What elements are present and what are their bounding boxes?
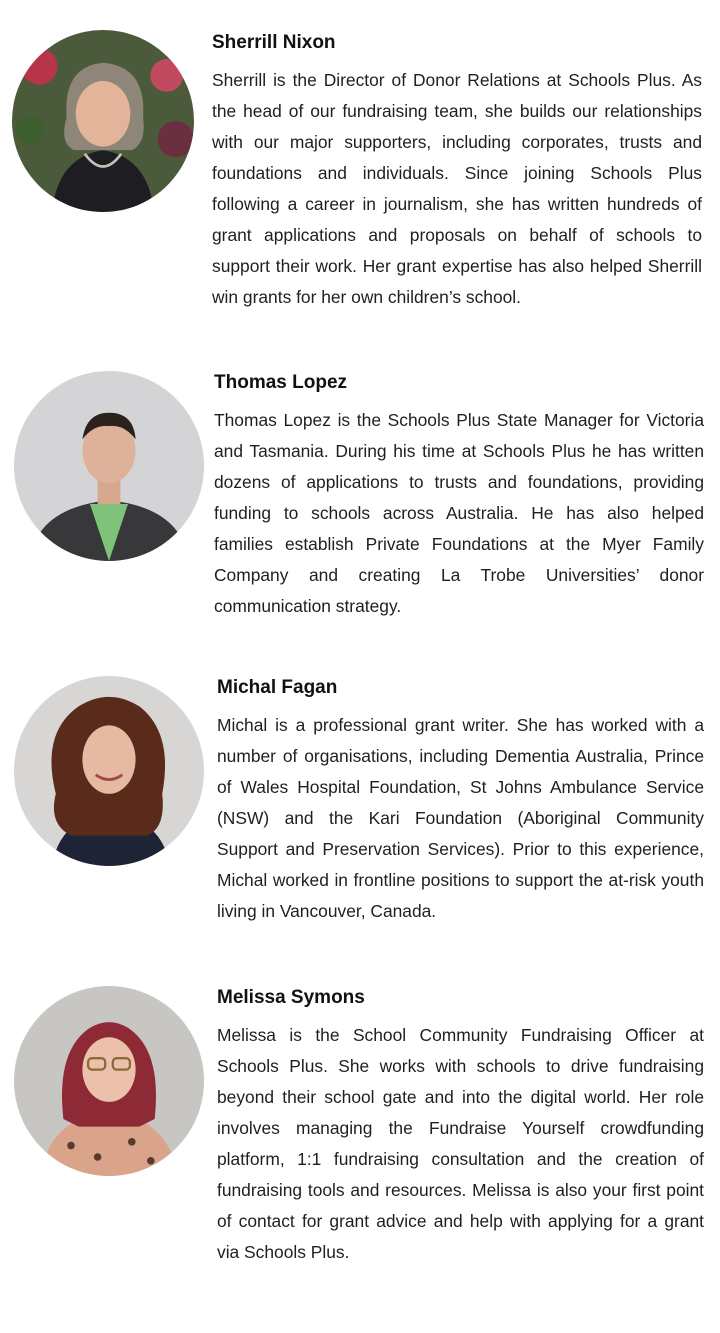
profile-name: Sherrill Nixon xyxy=(212,32,336,53)
profile-bio: Melissa is the School Community Fundraising Officer at Schools Plus. She works with schools to drive fundraising beyond their school gate and into the digital world. Her role involves managing the Fundraise Yourself crowdfunding platform, 1:1 fundraising consultation and the creation of fundraising tools and resources. Melissa is also your first point of contact for grant advice and help with applying for a grant via Schools Plus. xyxy=(217,1025,704,1262)
profile-name: Thomas Lopez xyxy=(214,372,348,393)
profile-name: Melissa Symons xyxy=(217,987,365,1008)
profile-bio: Michal is a professional grant writer. She has worked with a number of organisations, including Dementia Australia, Prince of Wales Hospital Foundation, St Johns Ambulance Service (NSW) and the Kari Foundation (Aboriginal Community Support and Preservation Services). Prior to this experience, Michal worked in frontline positions to support the at-risk youth living in Vancouver, Canada. xyxy=(217,715,704,921)
profile-bio: Thomas Lopez is the Schools Plus State Manager for Victoria and Tasmania. During his time at Schools Plus he has written dozens of applications to trusts and foundations, providing funding to schools across Australia. He has also helped families establish Private Foundations at the Myer Family Company and creating La Trobe Universities’ donor communication strategy. xyxy=(214,410,704,616)
profile-name: Michal Fagan xyxy=(217,677,338,698)
profile-bio: Sherrill is the Director of Donor Relations at Schools Plus. As the head of our fundraising team, she builds our relationships with our major supporters, including corporates, trusts and foundations and individuals. Since joining Schools Plus following a career in journalism, she has written hundreds of grant applications and proposals on behalf of schools to support their work. Her grant expertise has also helped Sherrill win grants for her own children’s school. xyxy=(212,70,702,307)
profile-photo xyxy=(14,986,204,1176)
